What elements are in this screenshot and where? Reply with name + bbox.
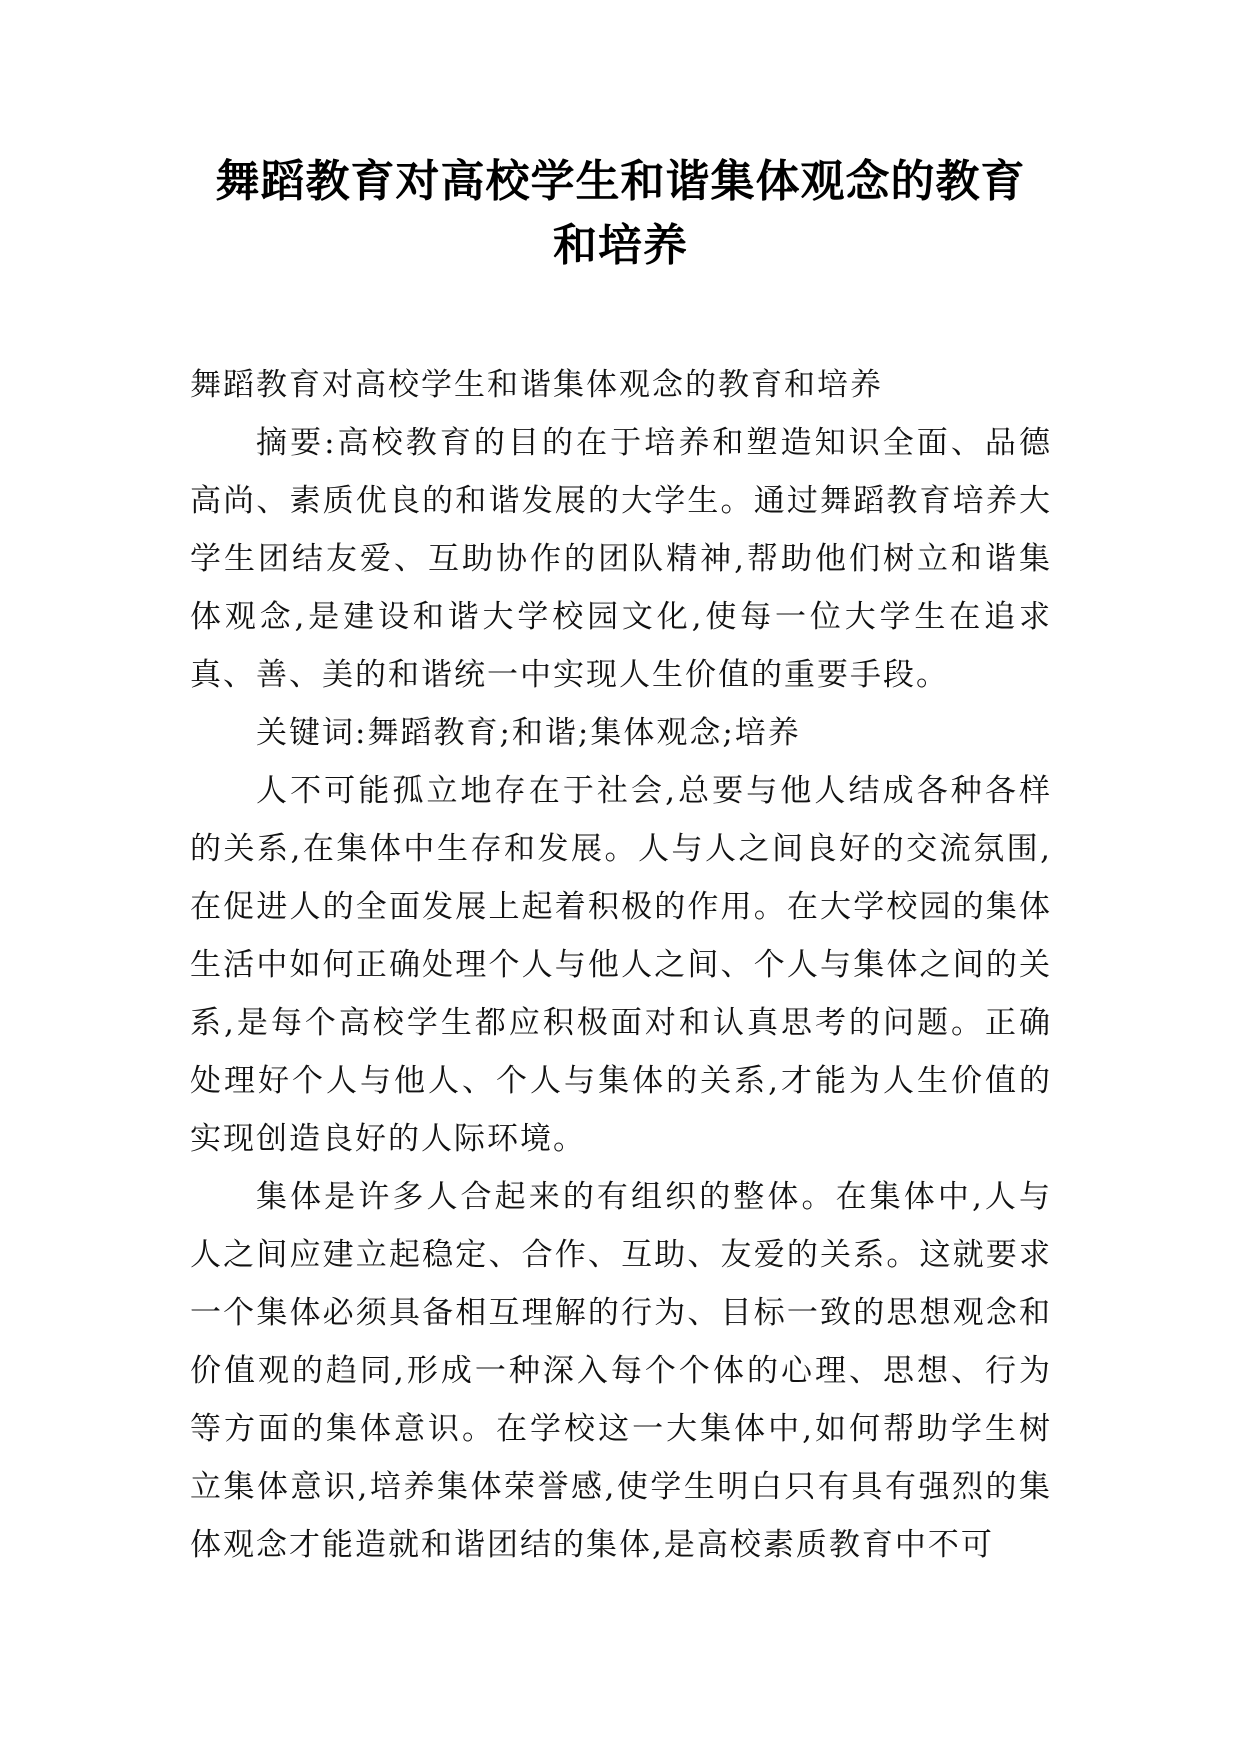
- document-title-line-1: 舞蹈教育对高校学生和谐集体观念的教育: [215, 156, 1026, 207]
- body-paragraph-1: 人不可能孤立地存在于社会,总要与他人结成各种各样的关系,在集体中生存和发展。人与人之间良好的交流氛围,在促进人的全面发展上起着积极的作用。在大学校园的集体生活中如何正确处理个人与他人之间、个人与集体之间的关系,是每个高校学生都应积极面对和认真思考的问题。正确处理好个人与他人、个人与集体的关系,才能为人生价值的实现创造良好的人际环境。: [190, 773, 1052, 1157]
- document-title: [190, 150, 1051, 278]
- body-paragraph-2: 集体是许多人合起来的有组织的整体。在集体中,人与人之间应建立起稳定、合作、互助、友爱的关系。这就要求一个集体必须具备相互理解的行为、目标一致的思想观念和价值观的趋同,形成一种深入每个个体的心理、思想、行为等方面的集体意识。在学校这一大集体中,如何帮助学生树立集体意识,培养集体荣誉感,使学生明白只有具有强烈的集体观念才能造就和谐团结的集体,是高校素质教育中不可: [190, 1179, 1052, 1563]
- document-subtitle: 舞蹈教育对高校学生和谐集体观念的教育和培养: [190, 367, 883, 403]
- abstract-paragraph: 摘要:高校教育的目的在于培养和塑造知识全面、品德高尚、素质优良的和谐发展的大学生。通过舞蹈教育培养大学生团结友爱、互助协作的团队精神,帮助他们树立和谐集体观念,是建设和谐大学校园文化,使每一位大学生在追求真、善、美的和谐统一中实现人生价值的重要手段。: [190, 425, 1052, 693]
- keywords-line: 关键词:舞蹈教育;和谐;集体观念;培养: [256, 715, 801, 751]
- document-body: [190, 356, 1052, 1574]
- document-title-line-2: 和培养: [553, 220, 688, 271]
